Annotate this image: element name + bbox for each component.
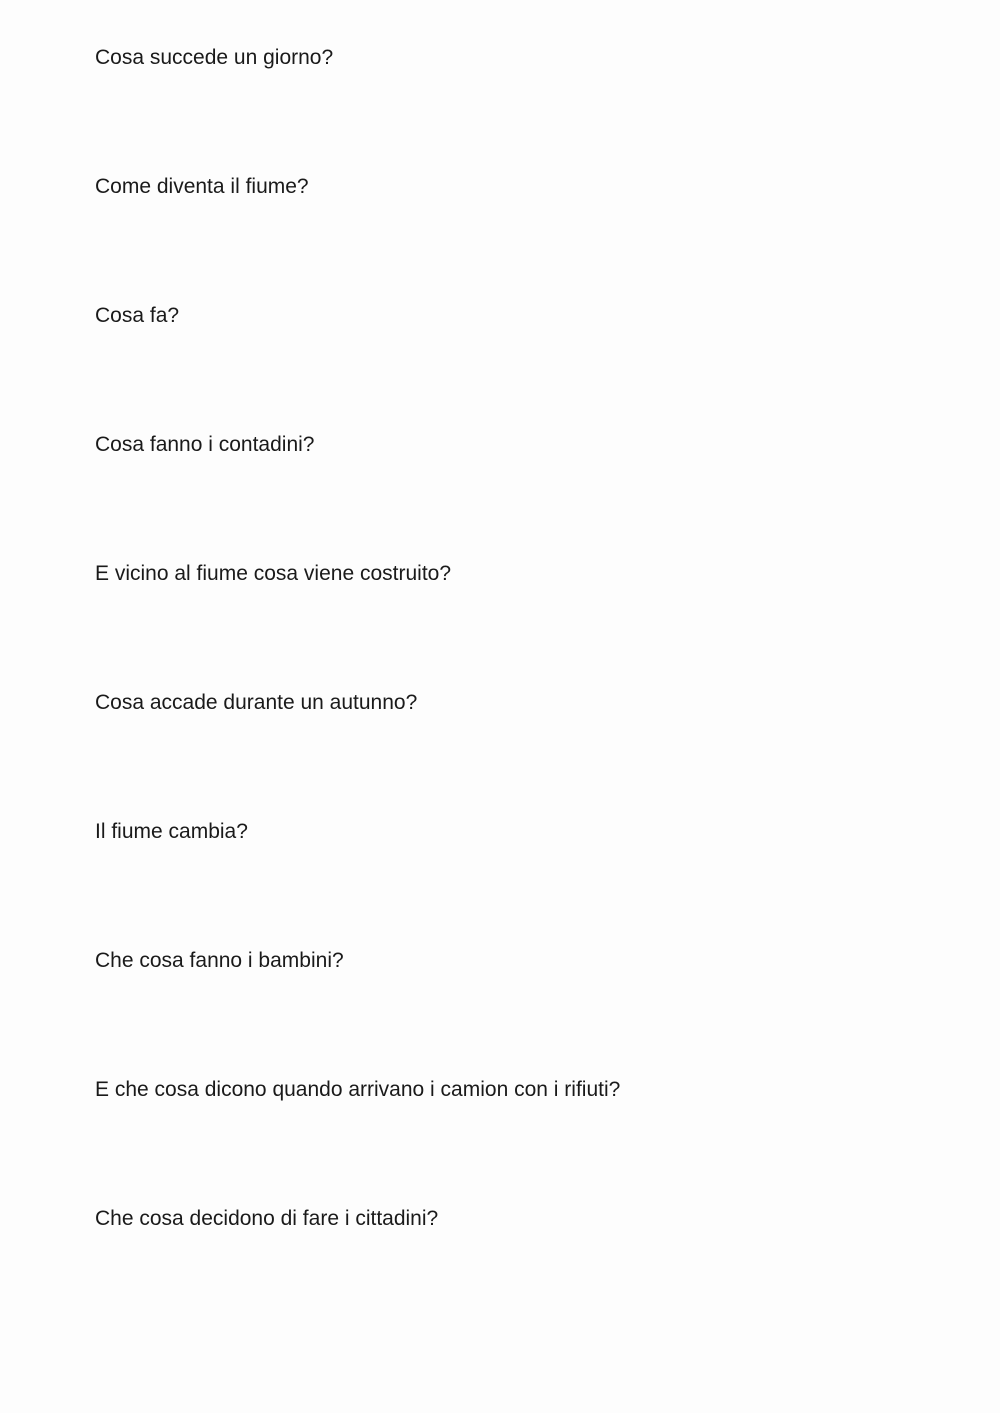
question-2: Come diventa il fiume? bbox=[95, 175, 309, 198]
question-10: Che cosa decidono di fare i cittadini? bbox=[95, 1207, 439, 1230]
question-9: E che cosa dicono quando arrivano i camion con i rifiuti? bbox=[95, 1078, 621, 1101]
question-5: E vicino al fiume cosa viene costruito? bbox=[95, 562, 452, 585]
question-8: Che cosa fanno i bambini? bbox=[95, 949, 344, 972]
question-4: Cosa fanno i contadini? bbox=[95, 433, 315, 456]
question-3: Cosa fa? bbox=[95, 304, 180, 327]
question-1: Cosa succede un giorno? bbox=[95, 46, 334, 69]
question-7: Il fiume cambia? bbox=[95, 820, 248, 843]
question-6: Cosa accade durante un autunno? bbox=[95, 691, 418, 714]
